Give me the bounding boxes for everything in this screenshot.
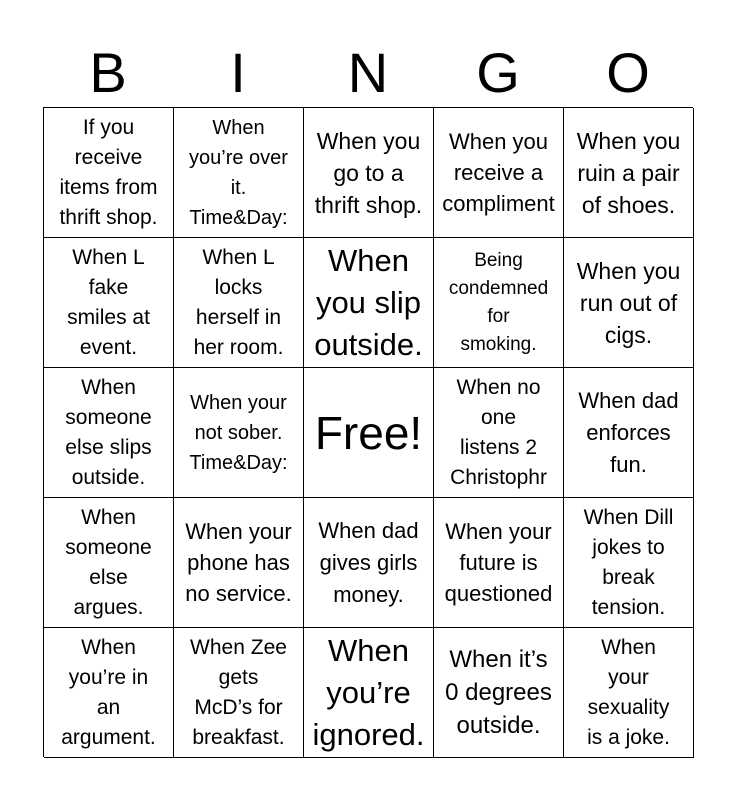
bingo-cell[interactable]	[44, 368, 174, 498]
cell-text: When no one listens 2 Christophr	[450, 375, 547, 489]
cell-text: When someone else argues.	[65, 505, 152, 619]
cell-text: When L fake smiles at event.	[67, 245, 150, 359]
bingo-cell[interactable]	[564, 108, 694, 238]
cell-text: When your phone has no service.	[185, 519, 292, 606]
cell-text: If you receive items from thrift shop.	[59, 115, 158, 229]
bingo-cell[interactable]	[174, 108, 304, 238]
bingo-cell[interactable]	[564, 238, 694, 368]
cell-text: When someone else slips outside.	[65, 375, 152, 489]
free-space[interactable]	[304, 368, 434, 498]
bingo-cell[interactable]	[434, 238, 564, 368]
bingo-cell[interactable]	[304, 498, 434, 628]
cell-text: When Dill jokes to break tension.	[583, 505, 674, 619]
cell-text: When L locks herself in her room.	[193, 245, 284, 359]
cell-text: When dad enforces fun.	[578, 387, 679, 477]
bingo-cell[interactable]	[174, 498, 304, 628]
bingo-header	[43, 40, 693, 106]
header-letter-g: G	[476, 41, 520, 104]
bingo-cell[interactable]	[44, 108, 174, 238]
cell-text: Being condemned for smoking.	[448, 249, 549, 355]
cell-text: When you run out of cigs.	[576, 257, 681, 348]
cell-text: When your sexuality is a joke.	[587, 635, 670, 749]
bingo-cell[interactable]	[44, 628, 174, 758]
bingo-cell[interactable]	[434, 368, 564, 498]
cell-text: When you receive a compliment	[442, 129, 555, 216]
cell-text: When you’re in an argument.	[61, 635, 156, 749]
bingo-cell[interactable]	[174, 368, 304, 498]
cell-text: When you go to a thrift shop.	[314, 127, 423, 218]
header-letter-o: O	[606, 41, 650, 104]
cell-text: When your future is questioned	[444, 519, 553, 606]
bingo-cell[interactable]	[44, 238, 174, 368]
cell-text: When dad gives girls money.	[318, 517, 419, 607]
cell-text: When you’re over it. Time&Day:	[189, 116, 288, 229]
header-letter-n: N	[347, 41, 389, 104]
bingo-board	[43, 107, 693, 757]
cell-text: When you slip outside.	[314, 242, 423, 362]
bingo-cell[interactable]	[564, 628, 694, 758]
bingo-cell[interactable]	[44, 498, 174, 628]
cell-text: When you ruin a pair of shoes.	[576, 127, 681, 218]
bingo-cell[interactable]	[174, 238, 304, 368]
bingo-cell[interactable]	[434, 628, 564, 758]
bingo-cell[interactable]	[564, 368, 694, 498]
bingo-cell[interactable]	[304, 238, 434, 368]
bingo-cell[interactable]	[434, 498, 564, 628]
cell-text: When you’re ignored.	[312, 632, 425, 752]
cell-text: When Zee gets McD’s for breakfast.	[190, 635, 287, 749]
bingo-cell[interactable]	[304, 628, 434, 758]
header-letter-b: B	[89, 41, 127, 104]
header-letter-i: I	[230, 41, 246, 104]
cell-text: When your not sober. Time&Day:	[189, 391, 288, 474]
bingo-cell[interactable]	[564, 498, 694, 628]
bingo-cell[interactable]	[304, 108, 434, 238]
bingo-cell[interactable]	[434, 108, 564, 238]
bingo-cell[interactable]	[174, 628, 304, 758]
cell-text: When it’s 0 degrees outside.	[445, 646, 552, 739]
free-space-label: Free!	[314, 406, 423, 459]
